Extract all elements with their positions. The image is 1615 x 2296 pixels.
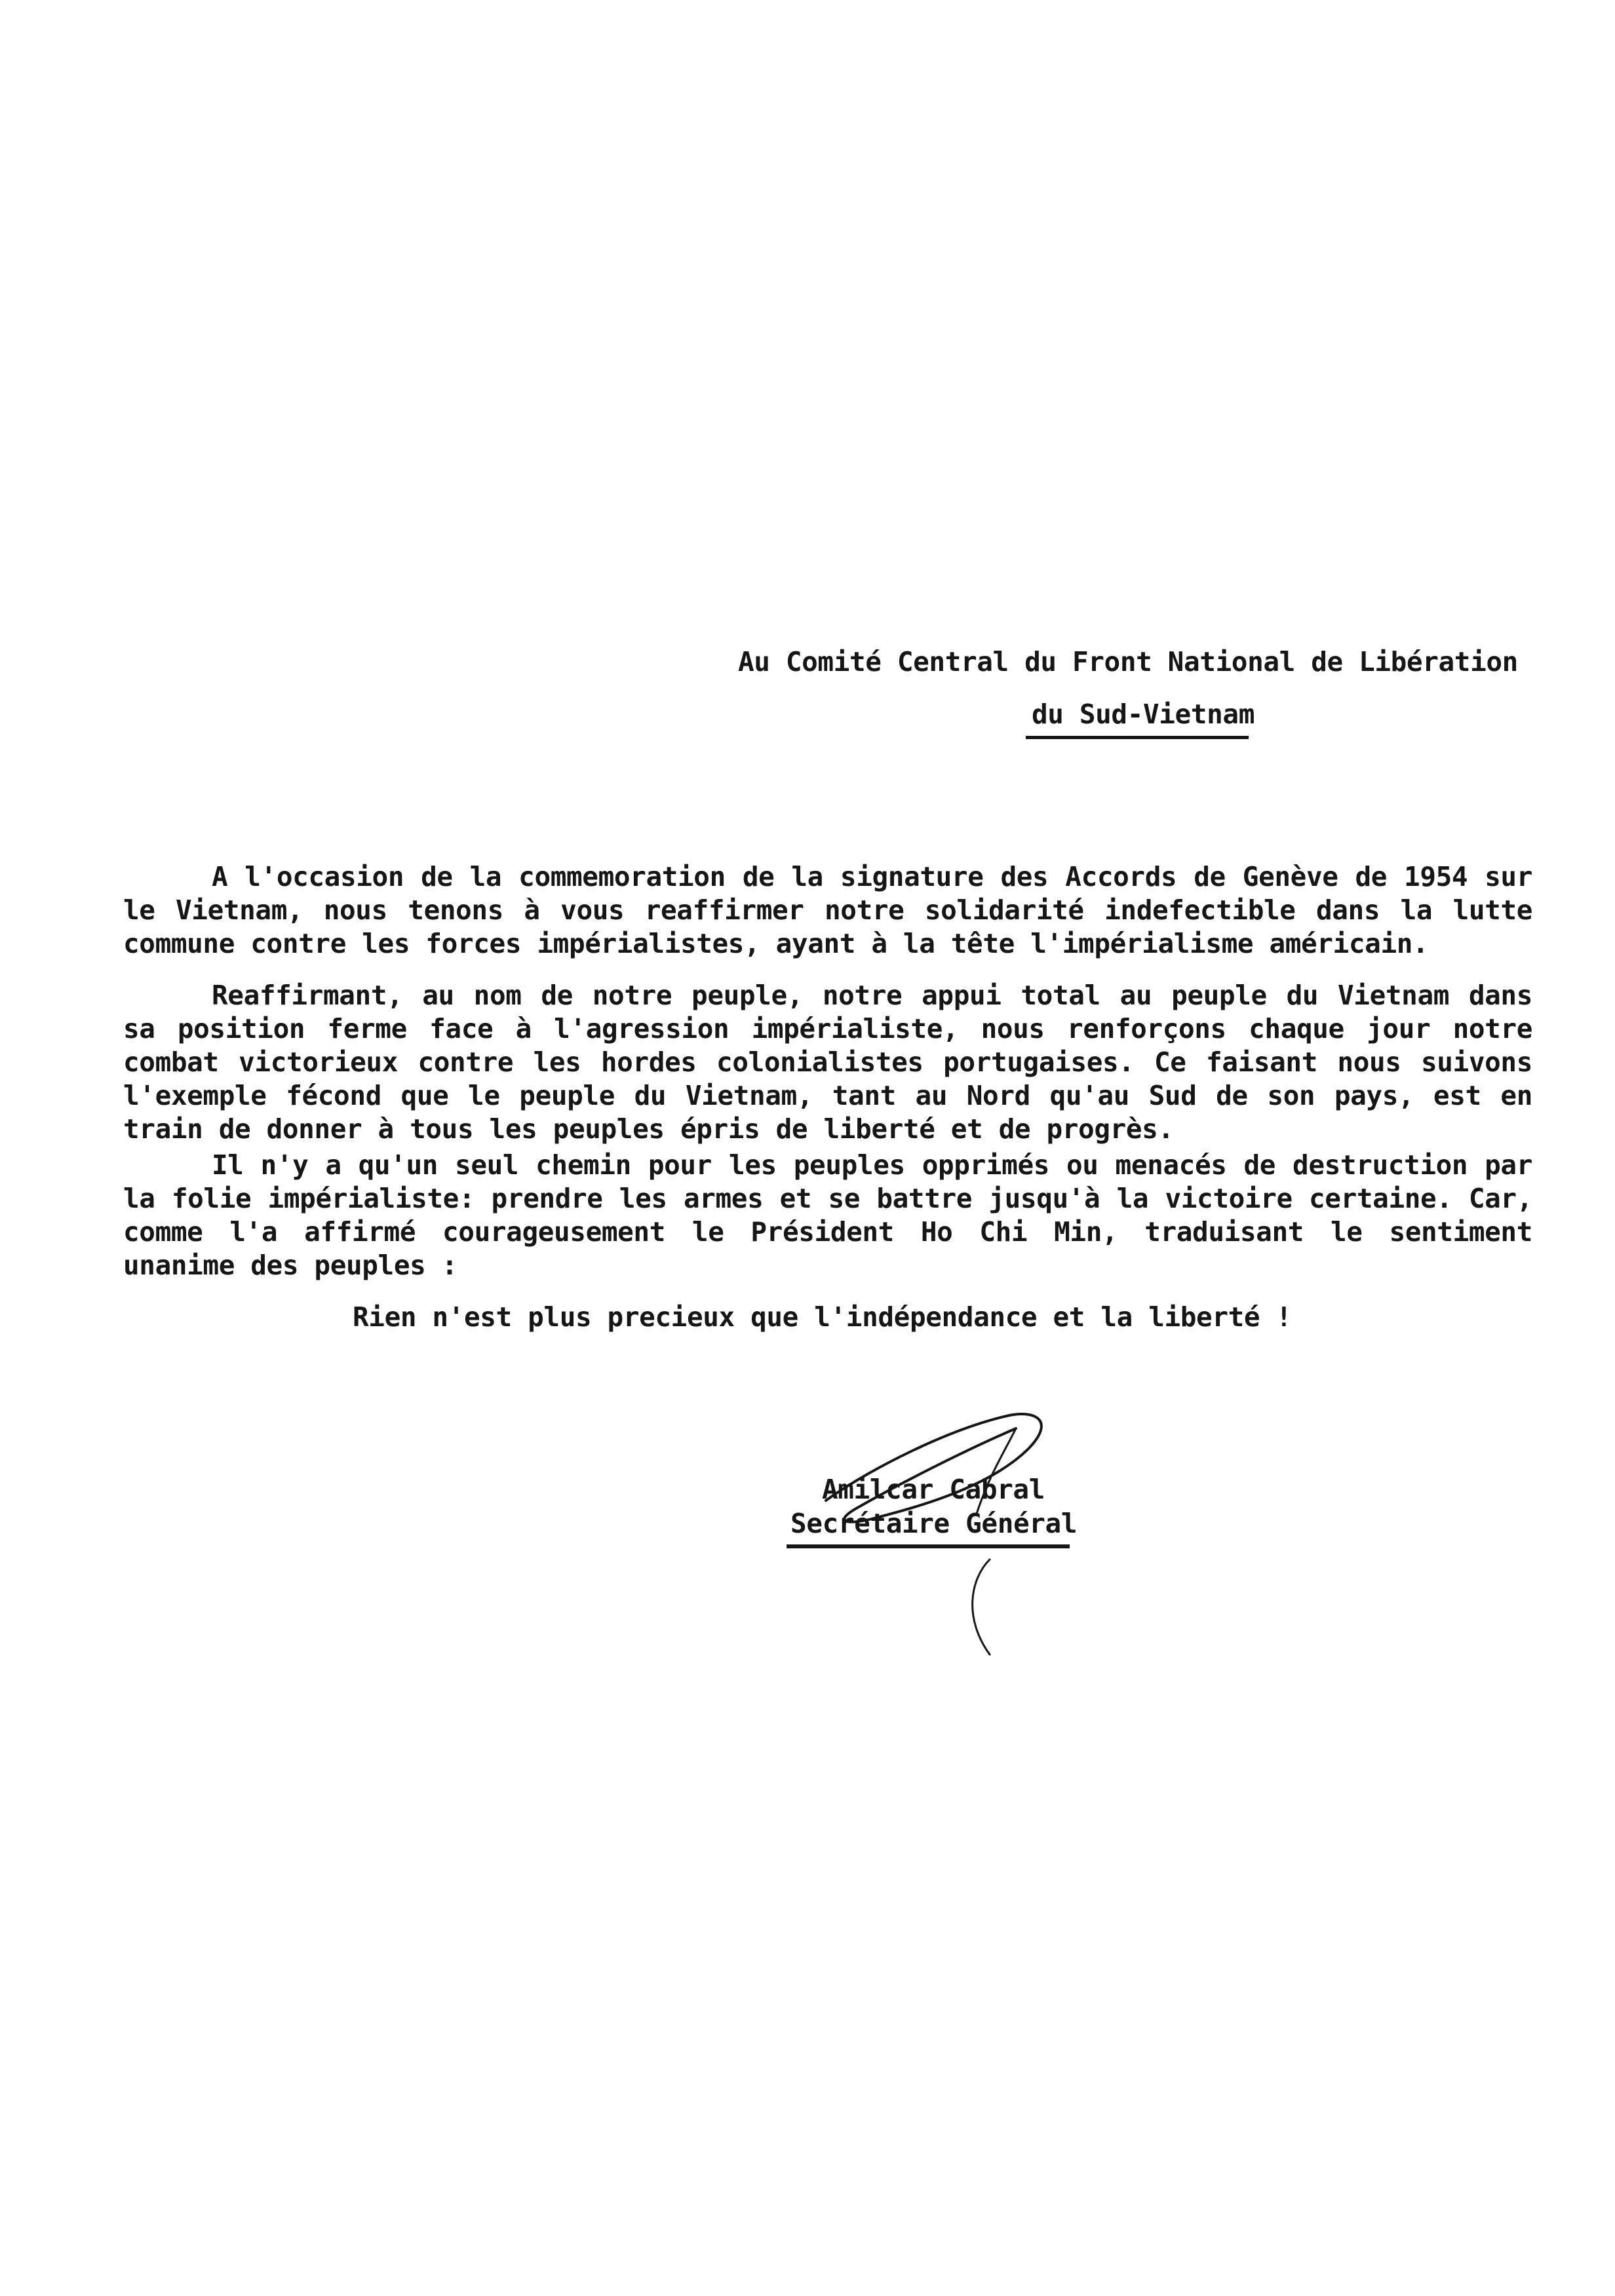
signature-underline <box>787 1544 1070 1548</box>
recipient-underline <box>1026 736 1249 739</box>
recipient-line-1: Au Comité Central du Front National de Libération <box>738 646 1518 678</box>
closing-quote: Rien n'est plus precieux que l'indépendance et la liberté ! <box>353 1301 1292 1333</box>
body-paragraph-2: Reaffirmant, au nom de notre peuple, notre appui total au peuple du Vietnam dans sa position ferme face à l'agression impérialiste, nous renforçons chaque jour notre combat victorieux contre les hordes colonialistes portugaises. Ce faisant nous suivons l'exemple fécond que le peuple du Vietnam, tant au Nord qu'au Sud de son pays, est en train de donner à tous les peuples épris de liberté et de progrès. <box>123 980 1532 1145</box>
recipient-line-2: du Sud-Vietnam <box>1032 698 1255 730</box>
body-paragraph-3: Il n'y a qu'un seul chemin pour les peuples opprimés ou menacés de destruction par la folie impérialiste: prendre les armes et se battre jusqu'à la victoire certaine. Car, comme l'a affirmé courageusement le Président Ho Chi Min, traduisant le sentiment unanime des peuples : <box>123 1149 1532 1281</box>
signatory-name: Amilcar Cabral <box>822 1474 1045 1505</box>
signatory-title: Secrétaire Général <box>790 1508 1078 1539</box>
body-paragraph-1: A l'occasion de la commemoration de la signature des Accords de Genève de 1954 sur le Vietnam, nous tenons à vous reaffirmer notre solidarité indefectible dans la lutte commune contre les forces impérialistes, ayant à la tête l'impérialisme américain. <box>123 861 1532 959</box>
